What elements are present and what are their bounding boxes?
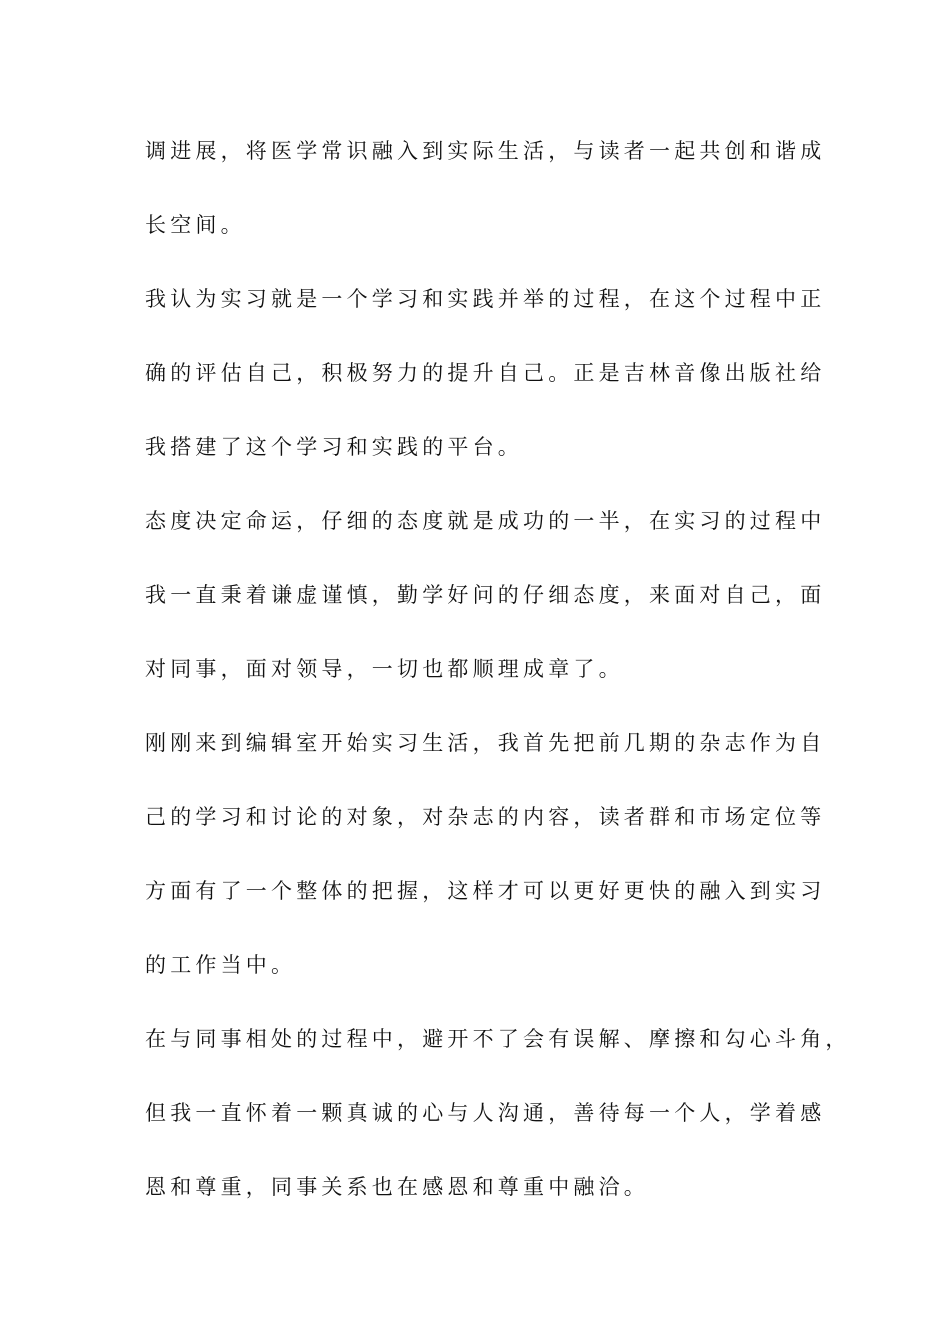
text-line: 长空间。 [145, 213, 246, 237]
text-line: 确的评估自己，积极努力的提升自己。正是吉林音像出版社给 [145, 361, 826, 385]
text-line: 恩和尊重，同事关系也在感恩和尊重中融洽。 [145, 1175, 649, 1199]
text-line: 态度决定命运，仔细的态度就是成功的一半，在实习的过程中 [145, 509, 826, 533]
text-line: 刚刚来到编辑室开始实习生活，我首先把前几期的杂志作为自 [145, 731, 826, 755]
text-line: 方面有了一个整体的把握，这样才可以更好更快的融入到实习 [145, 879, 826, 903]
text-line: 在与同事相处的过程中，避开不了会有误解、摩擦和勾心斗角， [145, 1027, 851, 1051]
text-line: 调进展，将医学常识融入到实际生活，与读者一起共创和谐成 [145, 139, 826, 163]
text-line: 我一直秉着谦虚谨慎，勤学好问的仔细态度，来面对自己，面 [145, 583, 826, 607]
text-line: 己的学习和讨论的对象，对杂志的内容，读者群和市场定位等 [145, 805, 826, 829]
text-line: 的工作当中。 [145, 953, 297, 977]
text-line: 我认为实习就是一个学习和实践并举的过程，在这个过程中正 [145, 287, 826, 311]
body-text [145, 126, 851, 1236]
text-line: 我搭建了这个学习和实践的平台。 [145, 435, 523, 459]
text-line: 对同事，面对领导，一切也都顺理成章了。 [145, 657, 624, 681]
text-line: 但我一直怀着一颗真诚的心与人沟通，善待每一个人，学着感 [145, 1101, 826, 1125]
